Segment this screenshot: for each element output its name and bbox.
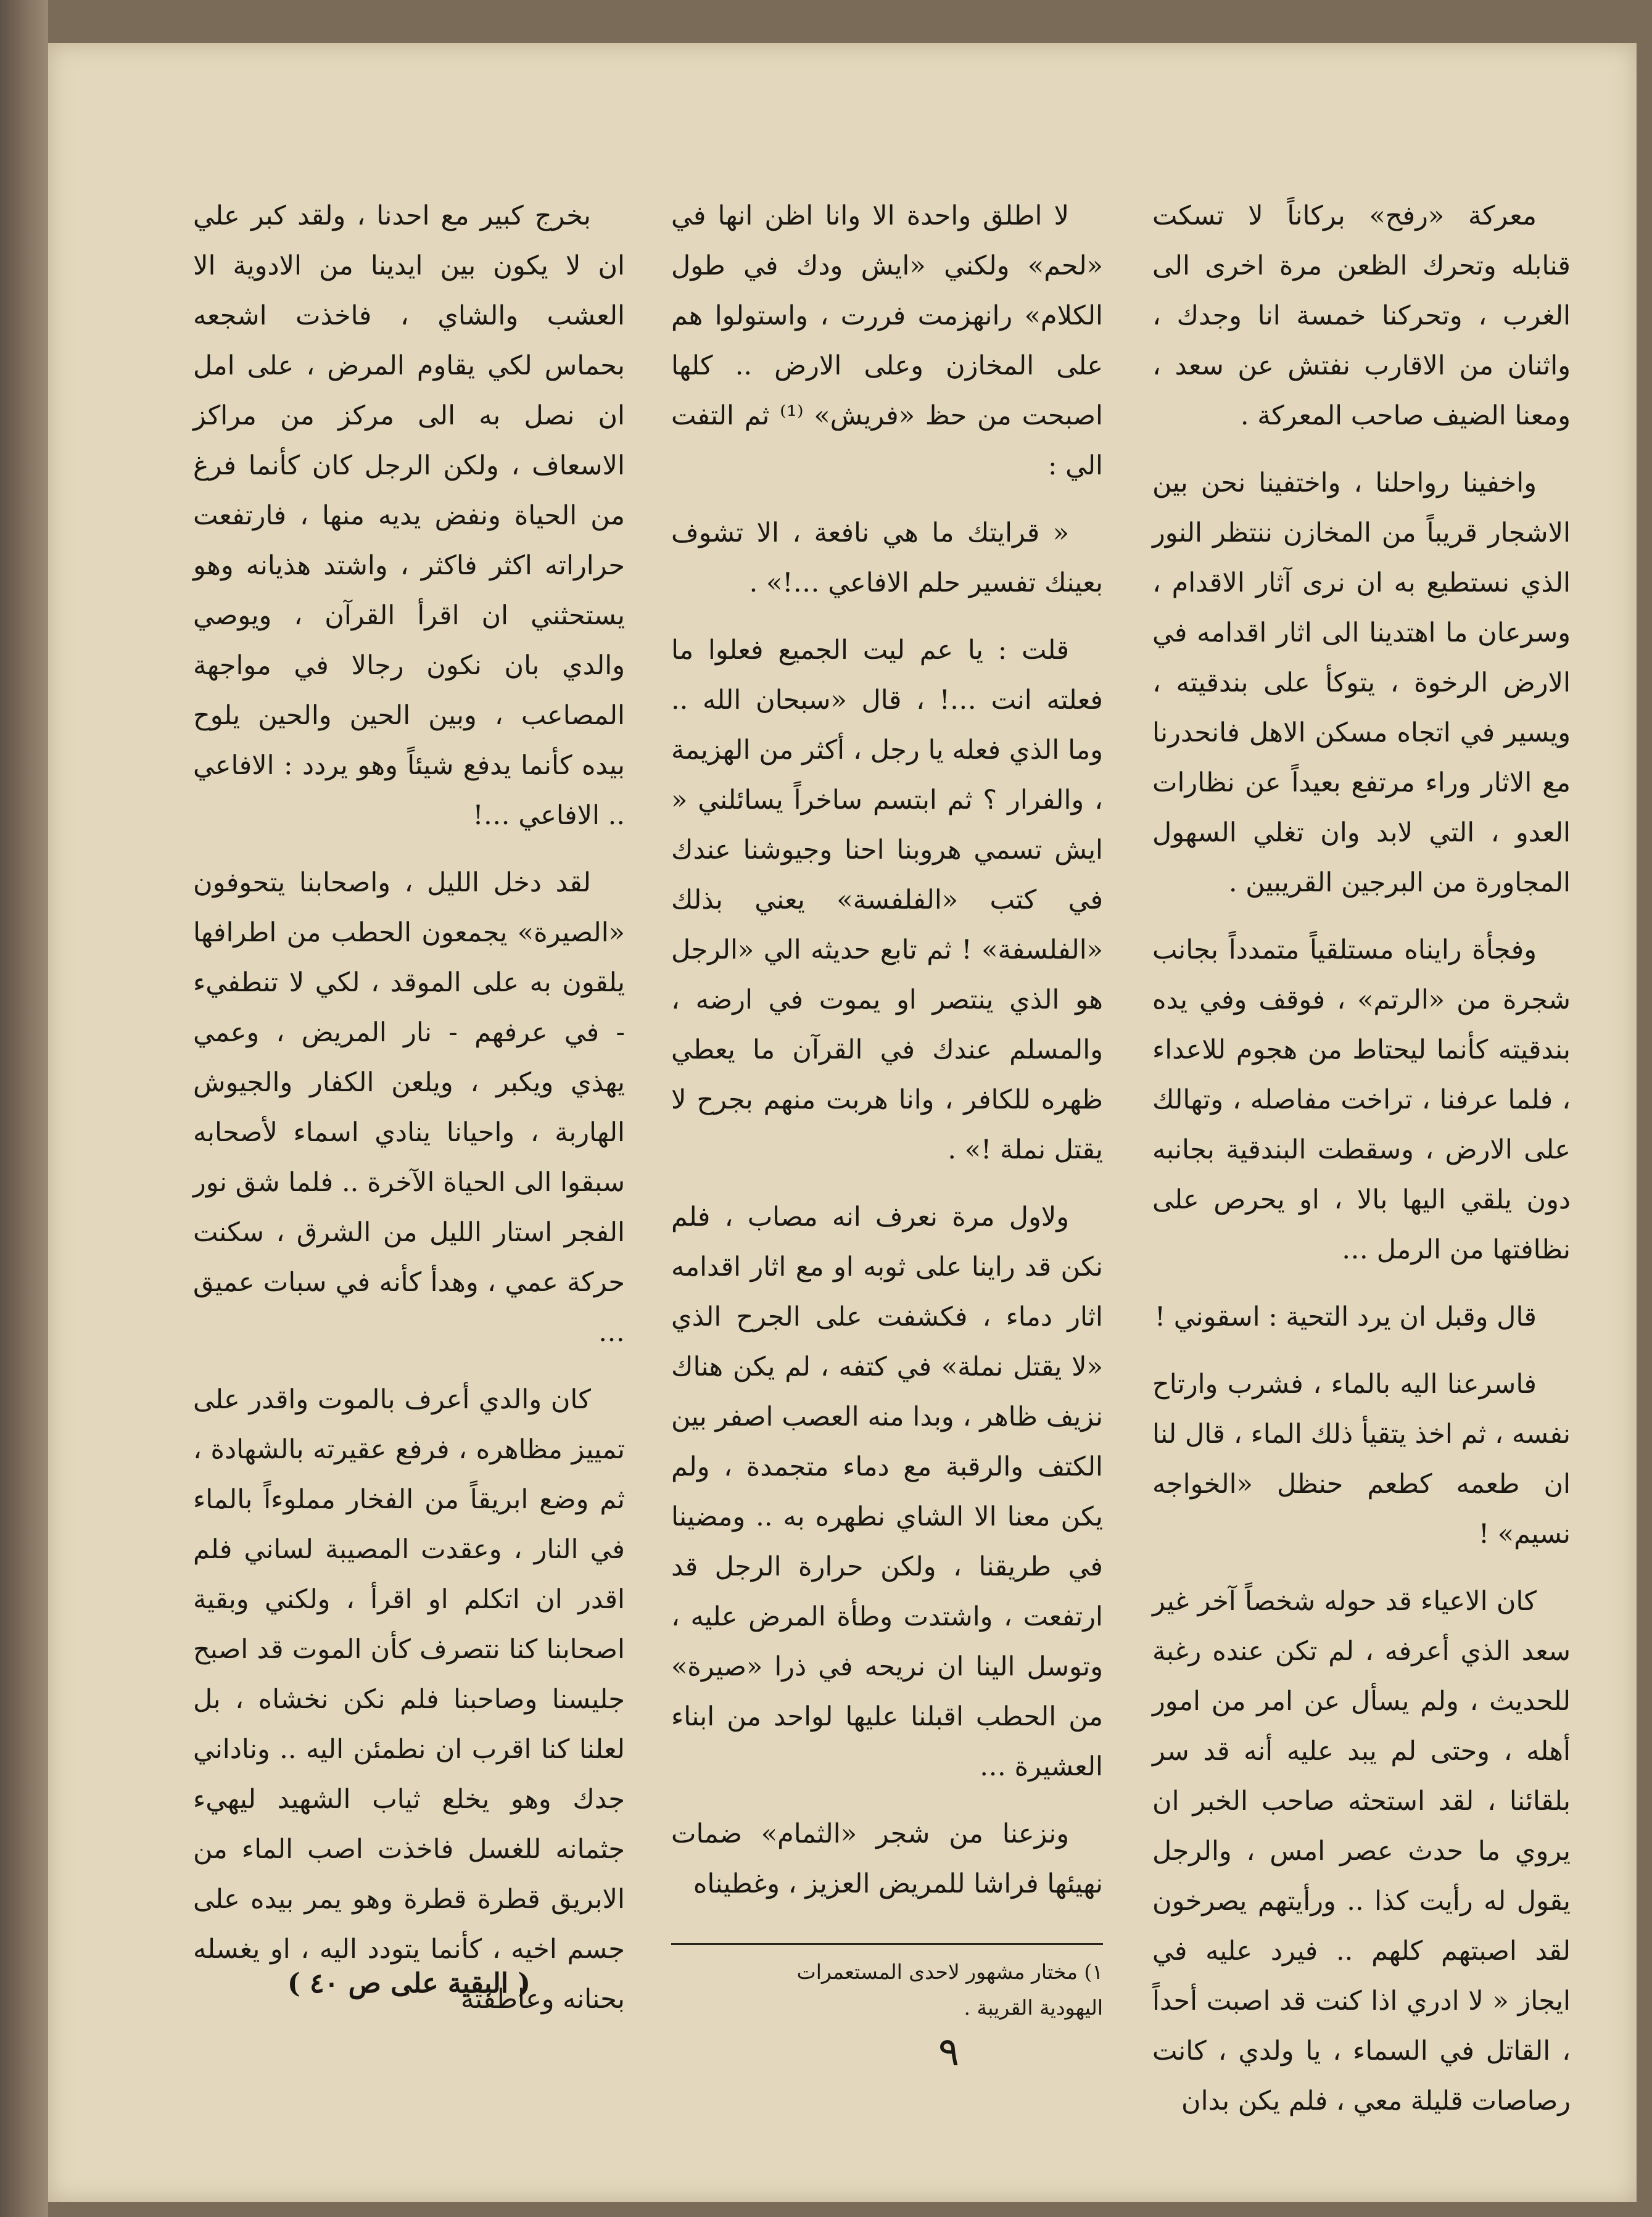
paragraph: كان والدي أعرف بالموت واقدر على تمييز مظاهره ، فرفع عقيرته بالشهادة ، ثم وضع ابريقاً من الفخار مملوءاً بالماء في النار ، وعقدت المصيبة لساني فلم اقدر ان اتكلم او اقرأ ، ولكني وبقية اصحابنا كنا نتصرف كأن الموت قد اصبح جليسنا وصاحبنا فلم نكن نخشاه ، بل لعلنا كنا اقرب ان نطمئن اليه .. وناداني جدك وهو يخلع ثياب الشهيد ليهيء جثمانه للغسل فاخذت اصب الماء من الابريق قطرة قطرة وهو يمر بيده على جسم اخيه ، كأنما يتودد اليه ، او يغسله بحنانه وعاطفته [193,1384,625,2015]
page-number: ٩ [938,2029,960,2075]
footnote-line: اليهودية القريبة . [964,1996,1103,2020]
continued-note: ( البقية على ص ٤٠ ) [287,1968,531,1999]
paragraph: فاسرعنا اليه بالماء ، فشرب وارتاح نفسه ، ثم اخذ يتقيأ ذلك الماء ، قال لنا ان طعمه كطعم حنظل «الخواجه نسيم» ! [1152,1369,1571,1550]
paragraph: معركة «رفح» بركاناً لا تسكت قنابله وتحرك الظعن مرة اخرى الى الغرب ، وتحركنا خمسة انا وجدك ، واثنان من الاقارب نفتش عن سعد ، ومعنا الضيف صاحب المعركة . [1152,200,1571,431]
paragraph: لقد دخل الليل ، واصحابنا يتحوفون «الصيرة» يجمعون الحطب من اطرافها يلقون به على الموقد ، لكي لا تنطفيء - في عرفهم - نار المريض ، وعمي يهذي ويكبر ، ويلعن الكفار والجيوش الهاربة ، واحيانا ينادي اسماء لأصحابه سبقوا الى الحياة الآخرة .. فلما شق نور الفجر استار الليل من الشرق ، سكنت حركة عمي ، وهدأ كأنه في سبات عميق … [193,867,625,1348]
paragraph: قلت : يا عم ليت الجميع فعلوا ما فعلته انت …! ، قال «سبحان الله .. وما الذي فعله يا رجل ، أكثر من الهزيمة ، والفرار ؟ ثم ابتسم ساخراً يسائلني « ايش تسمي هروبنا احنا وجيوشنا عندك في كتب «الفلفسة» يعني بذلك «الفلسفة» ! ثم تابع حديثه الي «الرجل هو الذي ينتصر او يموت في ارضه ، والمسلم عندك في القرآن ما يعطي ظهره للكافر ، وانا هربت منهم بجرح لا يقتل نملة !» . [671,635,1103,1165]
paragraph: « قرايتك ما هي نافعة ، الا تشوف بعينك تفسير حلم الافاعي …!» . [671,518,1103,598]
footnote-line: ١) مختار مشهور لاحدى المستعمرات [796,1960,1103,1984]
paragraph: كان الاعياء قد حوله شخصاً آخر غير سعد الذي أعرفه ، لم تكن عنده رغبة للحديث ، ولم يسأل عن امر من امور أهله ، وحتى لم يبد عليه أنه قد سر بلقائنا ، لقد استحثه صاحب الخبر ان يروي ما حدث عصر امس ، والرجل يقول له رأيت كذا .. ورأيتهم يصرخون لقد اصبتهم كلهم .. فيرد عليه في ايجاز « لا ادري اذا كنت قد اصبت أحداً ، القاتل في السماء ، يا ولدي ، كانت رصاصات قليلة معي ، فلم يكن بدان [1152,1586,1571,2116]
paragraph: قال وقبل ان يرد التحية : اسقوني ! [1154,1302,1537,1332]
text-column-middle [671,191,1103,1926]
book-binding [0,0,48,2217]
text-column-left [193,191,625,2042]
footnote-divider [671,1943,1103,1945]
text-column-right [1152,191,1571,2144]
magazine-page [48,43,1637,2202]
paragraph: ونزعنا من شجر «الثمام» ضمات نهيئها فراشا للمريض العزيز ، وغطيناه [671,1819,1103,1899]
paragraph: بخرج كبير مع احدنا ، ولقد كبر علي ان لا يكون بين ايدينا من الادوية الا العشب والشاي ، فاخذت اشجعه بحماس لكي يقاوم المرض ، على امل ان نصل به الى مركز من مراكز الاسعاف ، ولكن الرجل كان كأنما فرغ من الحياة ونفض يديه منها ، فارتفعت حراراته اكثر فاكثر ، واشتد هذيانه وهو يستحثني ان اقرأ القرآن ، ويوصي والدي بان نكون رجالا في مواجهة المصاعب ، وبين الحين والحين يلوح بيده كأنما يدفع شيئاً وهو يردد : الافاعي .. الافاعي …! [193,200,625,831]
footnote [671,1954,1103,2026]
paragraph: لا اطلق واحدة الا وانا اظن انها في «لحم» ولكني «ايش ودك في طول الكلام» رانهزمت فررت ، واستولوا هم على المخازن وعلى الارض .. كلها اصبحت من حظ «فريش» ⁽¹⁾ ثم التفت الي : [671,200,1104,481]
paragraph: وفجأة رايناه مستلقياً متمدداً بجانب شجرة من «الرتم» ، فوقف وفي يده بندقيته كأنما ليحتاط من هجوم للاعداء ، فلما عرفنا ، تراخت مفاصله ، وتهالك على الارض ، وسقطت البندقية بجانبه دون يلقي اليها بالا ، او يحرص على نظافتها من الرمل … [1152,935,1571,1265]
paragraph: واخفينا رواحلنا ، واختفينا نحن بين الاشجار قريباً من المخازن ننتظر النور الذي نستطيع به ان نرى آثار الاقدام ، وسرعان ما اهتدينا الى اثار اقدامه في الارض الرخوة ، يتوكأ على بندقيته ، ويسير في اتجاه مسكن الاهل فانحدرنا مع الاثار وراء مرتفع بعيداً عن نظارات العدو ، التي لابد وان تغلي السهول المجاورة من البرجين القريبين . [1152,468,1571,898]
paragraph: ولاول مرة نعرف انه مصاب ، فلم نكن قد راينا على ثوبه او مع اثار اقدامه اثار دماء ، فكشفت على الجرح الذي «لا يقتل نملة» في كتفه ، لم يكن هناك نزيف ظاهر ، وبدا منه العصب اصفر بين الكتف والرقبة مع دماء متجمدة ، ولم يكن معنا الا الشاي نطهره به .. ومضينا في طريقنا ، ولكن حرارة الرجل قد ارتفعت ، واشتدت وطأة المرض عليه ، وتوسل الينا ان نريحه في ذرا «صيرة» من الحطب اقبلنا عليها لواحد من ابناء العشيرة … [671,1202,1103,1782]
